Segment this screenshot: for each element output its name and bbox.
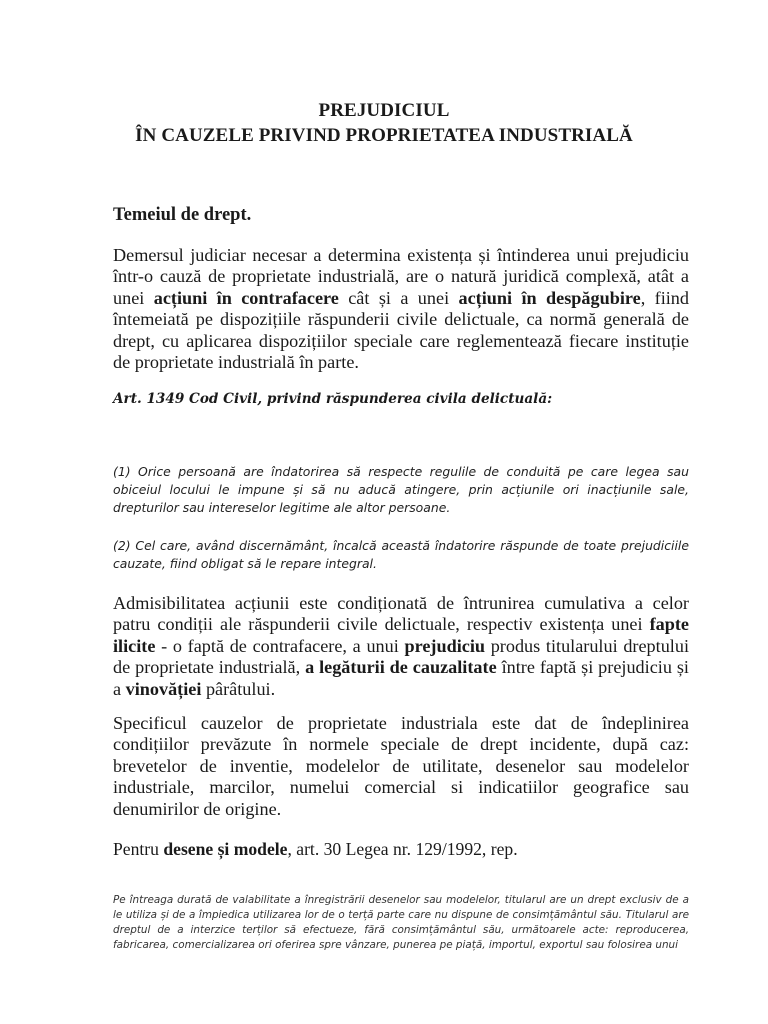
paragraph-specifics: Specificul cauzelor de proprietate industriala este dat de îndeplinirea condițiilor prevăzute în normele speciale de drept incidente, după caz: brevetelor de inventie, modelelor de utilitate, desenelor sau modelelor industriale, marcilor, numelui comercial si indicatiilor geografice sau denumirilor de origine. — [113, 713, 689, 819]
designs-law-line: Pentru desene și modele, art. 30 Legea nr. 129/1992, rep. — [113, 839, 518, 859]
article-quote-2: (2) Cel care, având discernământ, încalcă această îndatorire răspunde de toate prejudiciile cauzate, fiind obligat să le repare integral. — [113, 538, 689, 571]
paragraph-legal-basis: Demersul judiciar necesar a determina existența și întinderea unui prejudiciu într-o cauză de proprietate industrială, are o natură juridică complexă, atât a unei acțiuni în contrafacere cât și a unei acțiuni în despăgubire, fiind întemeiată pe dispozițiile răspunderii civile delictuale, ca normă generală de drept, cu aplicarea dispozițiilor speciale care reglementează fiecare instituție de proprietate industrială în parte. — [113, 245, 689, 373]
document-title-line-2: ÎN CAUZELE PRIVIND PROPRIETATEA INDUSTRIALĂ — [135, 125, 633, 146]
paragraph-admissibility: Admisibilitatea acțiunii este condiționată de întrunirea cumulativa a celor patru condiții ale răspunderii civile delictuale, respectiv existența unei fapte ilicite - o faptă de contrafacere, a unui prejudiciu produs titularului dreptului de proprietate industrială, a legăturii de cauzalitate între faptă și prejudiciu și a vinovăției pârâtului. — [113, 593, 689, 699]
document-title-line-1: PREJUDICIUL — [318, 100, 450, 121]
article-reference: Art. 1349 Cod Civil, privind răspunderea civila delictuală: — [113, 391, 553, 407]
designs-law-excerpt: Pe întreaga durată de valabilitate a înregistrării desenelor sau modelelor, titularul are un drept exclusiv de a le utiliza și de a împiedica utilizarea lor de o terță parte care nu dispune de consimțământul său. Titularul are dreptul de a interzice terților să efectueze, fără consimțământul său, următoarele acte: reproducerea, fabricarea, comercializarea ori oferirea spre vânzare, punerea pe piață, importul, exportul sau folosirea unui — [113, 894, 689, 951]
article-quote-1: (1) Orice persoană are îndatorirea să respecte regulile de conduită pe care legea sau obiceiul locului le impune și să nu aducă atingere, prin acțiunile ori inacțiunile sale, drepturilor sau intereselor legitime ale altor persoane. — [113, 464, 689, 515]
section-heading: Temeiul de drept. — [113, 205, 252, 225]
